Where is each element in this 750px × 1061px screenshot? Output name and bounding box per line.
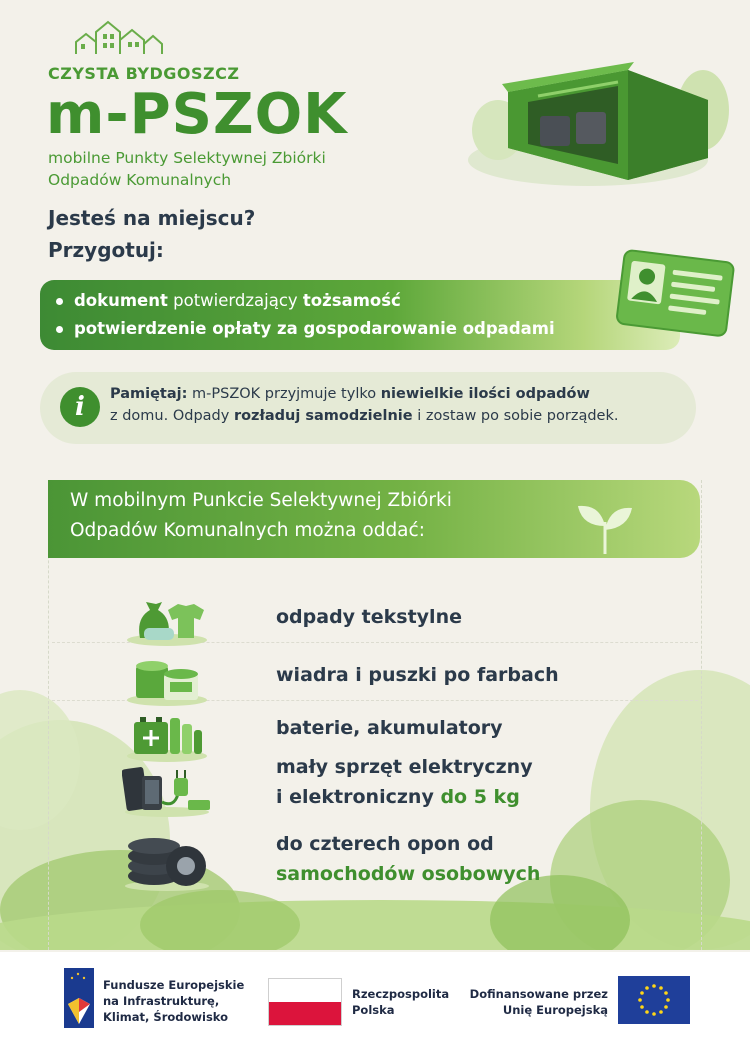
- batteries-icon: [122, 704, 212, 764]
- european-funds-text: [103, 977, 244, 1025]
- info-strong-1: niewielkie ilości odpadów: [380, 386, 590, 402]
- european-funds-line-1: Fundusze Europejskie: [103, 978, 245, 992]
- polish-flag-icon: [268, 978, 342, 1026]
- republic-of-poland-text: [352, 986, 449, 1018]
- eu-line-2: Unię Europejską: [502, 1003, 608, 1017]
- subtitle-line-2: Odpadów Komunalnych: [48, 170, 232, 189]
- page-title: m-PSZOK: [46, 82, 348, 147]
- european-funds-logo: [64, 968, 94, 1028]
- prepare-item-id-strong: dokument: [74, 291, 168, 310]
- textiles-icon: [122, 588, 212, 648]
- info-text-2: z domu. Odpady: [110, 408, 234, 424]
- eu-cofinanced-text: [460, 986, 608, 1018]
- item-textiles: odpady tekstylne: [276, 606, 462, 628]
- eu-flag-icon: [618, 976, 690, 1024]
- item-electronics-line-2-text: i elektroniczny: [276, 786, 441, 808]
- prepare-heading: Przygotuj:: [48, 238, 164, 262]
- info-text-1: m-PSZOK przyjmuje tylko: [187, 386, 381, 402]
- info-text: [110, 383, 700, 427]
- prepare-list-box: [40, 280, 680, 350]
- prepare-item-fee-strong: potwierdzenie opłaty za gospodarowanie odpadami: [74, 319, 555, 338]
- info-text-3: i zostaw po sobie porządek.: [412, 408, 619, 424]
- id-card-icon: [612, 246, 737, 344]
- electronics-icon: [122, 758, 212, 818]
- accepted-heading-line-1: W mobilnym Punkcie Selektywnej Zbiórki: [70, 490, 452, 511]
- eu-line-1: Dofinansowane przez: [469, 987, 608, 1001]
- item-electronics-line-2: [276, 782, 533, 812]
- info-icon: i: [60, 387, 100, 427]
- republic-line-1: Rzeczpospolita: [352, 987, 450, 1001]
- accepted-heading-line-2: Odpadów Komunalnych można oddać:: [70, 520, 425, 541]
- brand-name: CZYSTA BYDGOSZCZ: [48, 64, 240, 83]
- european-funds-line-3: Klimat, Środowisko: [103, 1010, 229, 1024]
- item-tires-line-2: samochodów osobowych: [276, 863, 541, 885]
- item-paint-buckets: wiadra i puszki po farbach: [276, 664, 559, 686]
- prepare-item-id-text: potwierdzający: [167, 291, 303, 310]
- sprout-icon: [572, 496, 638, 556]
- prepare-item-id-strong-2: tożsamość: [302, 291, 401, 310]
- item-batteries: baterie, akumulatory: [276, 717, 503, 739]
- european-funds-line-2: na Infrastrukturę,: [103, 994, 220, 1008]
- prepare-item-id: [74, 287, 680, 315]
- prepare-item-fee: [74, 315, 680, 343]
- item-electronics: [276, 752, 533, 812]
- mobile-container-illustration: [468, 40, 730, 190]
- subtitle-line-1: mobilne Punkty Selektywnej Zbiórki: [48, 149, 326, 167]
- paint-buckets-icon: [122, 648, 212, 708]
- item-tires-line-1: do czterech opon od: [276, 833, 494, 855]
- info-label: Pamiętaj:: [110, 386, 188, 402]
- question-heading: Jesteś na miejscu?: [48, 206, 256, 230]
- item-electronics-weight-limit: do 5 kg: [440, 786, 520, 808]
- republic-line-2: Polska: [352, 1003, 395, 1017]
- info-strong-2: rozładuj samodzielnie: [233, 408, 413, 424]
- accepted-items-heading: [70, 486, 550, 546]
- item-electronics-line-1: mały sprzęt elektryczny: [276, 756, 533, 778]
- tires-icon: [122, 832, 212, 892]
- item-tires: [276, 829, 540, 889]
- page-subtitle: [48, 148, 408, 191]
